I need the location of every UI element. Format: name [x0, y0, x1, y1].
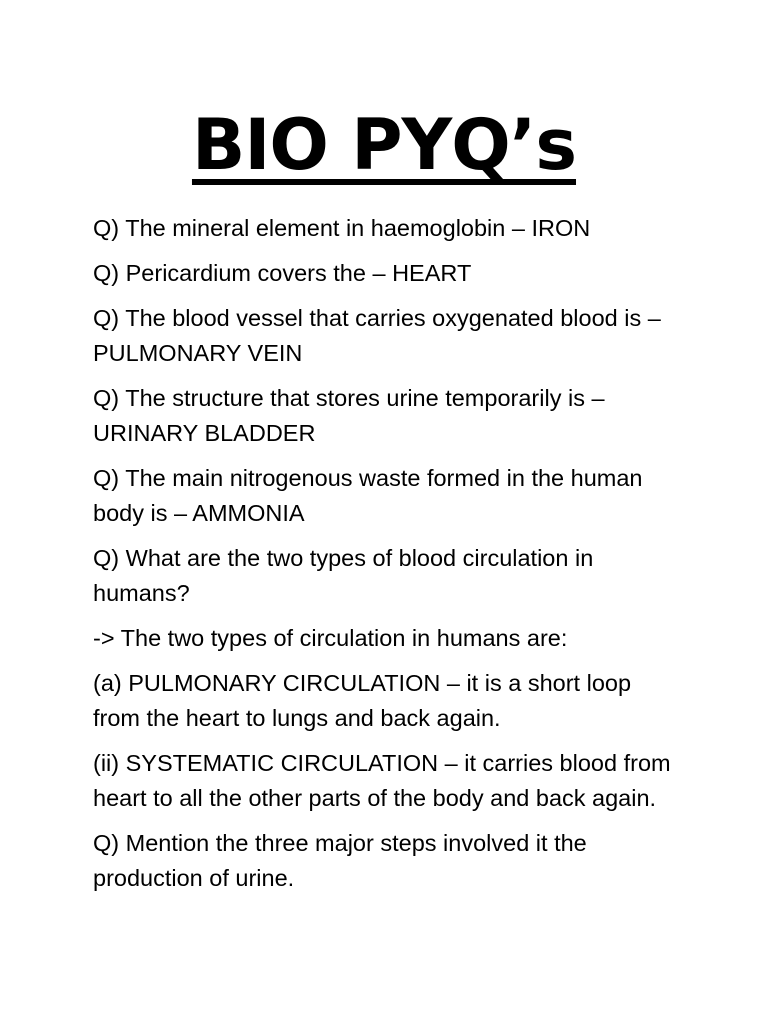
page-title	[0, 100, 768, 190]
page-title-text: BIO PYQ’s	[191, 104, 577, 186]
answer-pulmonary: (a) PULMONARY CIRCULATION – it is a short loop from the heart to lungs and back again.	[93, 670, 632, 731]
document-body	[93, 211, 683, 906]
answer-systematic: (ii) SYSTEMATIC CIRCULATION – it carries blood from heart to all the other parts of the body and back again.	[93, 750, 671, 811]
question-blood-vessel: Q) The blood vessel that carries oxygenated blood is – PULMONARY VEIN	[93, 305, 661, 366]
question-nitrogenous-waste: Q) The main nitrogenous waste formed in the human body is – AMMONIA	[93, 465, 643, 526]
question-iron: Q) The mineral element in haemoglobin – IRON	[93, 215, 591, 241]
answer-intro: -> The two types of circulation in humans are:	[93, 625, 568, 651]
question-pericardium: Q) Pericardium covers the – HEART	[93, 260, 472, 286]
question-circulation-types: Q) What are the two types of blood circulation in humans?	[93, 545, 594, 606]
question-urine-production: Q) Mention the three major steps involved it the production of urine.	[93, 830, 587, 891]
question-urine-storage: Q) The structure that stores urine temporarily is – URINARY BLADDER	[93, 385, 605, 446]
